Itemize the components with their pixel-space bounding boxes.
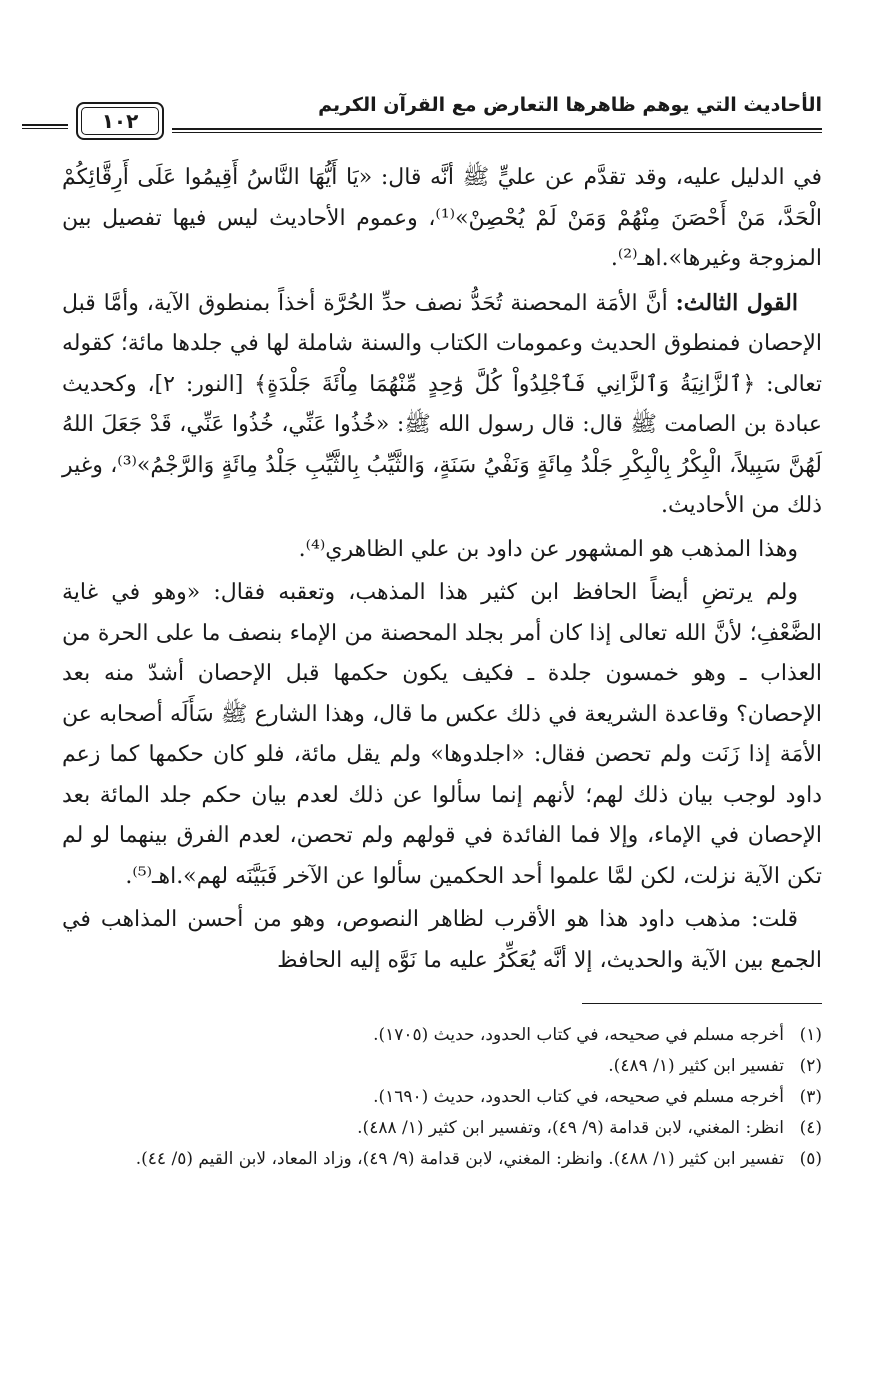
- footnote-separator: [582, 1003, 822, 1004]
- paragraph-5: قلت: مذهب داود هذا هو الأقرب لظاهر النصوص، وهو من أحسن المذاهب في الجمع بين الآية والحديث، إلا أنَّه يُعَكِّرُ عليه ما نَوَّه إليه الحافظ: [62, 907, 822, 973]
- book-page: [62, 88, 822, 1175]
- header-rule: [172, 128, 822, 133]
- paragraph-4: ولم يرتضِ أيضاً الحافظ ابن كثير هذا المذهب، وتعقبه فقال: «وهو في غاية الضَّعْفِ؛ لأنَّ الله تعالى إذا كان أمر بجلد المحصنة من الإماء بنصف ما على الحرة من العذاب ـ وهو خمسون جلدة ـ فكيف يكون حكمها قبل الإحصان أشدّ منه بعد الإحصان؟ وقاعدة الشريعة في ذلك عكس ما قال، وهذا الشارع ﷺ سَأَلَه أصحابه عن الأمَة إذا زَنَت ولم تحصن فقال: «اجلدوها» ولم يقل مائة، فلو كان حكمها كما زعم داود لوجب بيان ذلك لهم؛ لأنهم إنما سألوا عن ذلك لعدم بيان حكم جلد المائة بعد الإحصان في الإماء، وإلا فما الفائدة في قولهم ولم تحصن، لعدم الفرق بينهما لو لم تكن الآية نزلت، لكن لمَّا علموا أحد الحكمين سألوا عن الآخر فَبَيَّنَه لهم».اهـ⁽⁵⁾.: [62, 580, 822, 889]
- footnote-3: [62, 1082, 822, 1113]
- paragraph-2-text: أنَّ الأمَة المحصنة تُحَدُّ نصف حدِّ الحُرَّة أخذاً بمنطوق الآية، وأمَّا قبل الإحصان فمنطوق الحديث وعمومات الكتاب والسنة شاملة لها في جلدها مائة؛ كقوله تعالى: ﴿ٱلزَّانِيَةُ وَٱلزَّانِي فَٱجْلِدُواْ كُلَّ وَٰحِدٍ مِّنْهُمَا مِاْئَةَ جَلْدَةٍ﴾ [النور: ٢]، وكحديث عبادة بن الصامت ﷺ قال: قال رسول الله ﷺ: «خُذُوا عَنِّي، خُذُوا عَنِّي، قَدْ جَعَلَ اللهُ لَهُنَّ سَبِيلاً، الْبِكْرُ بِالْبِكْرِ جَلْدُ مِائَةٍ وَنَفْيُ سَنَةٍ، وَالثَّيِّبُ بِالثَّيِّبِ جَلْدُ مِائَةٍ وَالرَّجْمُ»⁽³⁾، وغير ذلك من الأحاديث.: [62, 290, 823, 518]
- page-number: ١٠٢: [101, 109, 139, 133]
- footnote-4: [62, 1113, 822, 1144]
- footnote-text: تفسير ابن كثير (١/ ٤٨٩).: [608, 1056, 784, 1076]
- header-title: الأحاديث التي يوهم ظاهرها التعارض مع القرآن الكريم: [318, 94, 822, 116]
- footnote-number: (٢): [799, 1056, 822, 1076]
- paragraph-3: وهذا المذهب هو المشهور عن داود بن علي الظاهري⁽⁴⁾.: [298, 536, 798, 562]
- footnote-text: أخرجه مسلم في صحيحه، في كتاب الحدود، حديث (١٦٩٠).: [373, 1087, 784, 1107]
- running-header: [62, 88, 822, 146]
- footnote-number: (١): [799, 1025, 822, 1045]
- footnote-number: (٣): [799, 1087, 822, 1107]
- paragraph-1: في الدليل عليه، وقد تقدَّم عن عليٍّ ﷺ أنَّه قال: «يَا أَيُّهَا النَّاسُ أَقِيمُوا عَلَى أَرِقَّائِكُمْ الْحَدَّ، مَنْ أَحْصَنَ مِنْهُمْ وَمَنْ لَمْ يُحْصِنْ»⁽¹⁾، وعموم الأحاديث ليس فيها تفصيل بين المزوجة وغيرها».اهـ⁽²⁾.: [62, 165, 822, 271]
- footnote-text: انظر: المغني، لابن قدامة (٩/ ٤٩)، وتفسير ابن كثير (١/ ٤٨٨).: [357, 1118, 784, 1138]
- footnote-text: أخرجه مسلم في صحيحه، في كتاب الحدود، حديث (١٧٠٥).: [373, 1025, 784, 1045]
- footnote-2: [62, 1051, 822, 1082]
- footnote-text: تفسير ابن كثير (١/ ٤٨٨). وانظر: المغني، لابن قدامة (٩/ ٤٩)، وزاد المعاد، لابن القيم (٥/ ٤٤).: [135, 1149, 784, 1169]
- main-text: [62, 158, 822, 981]
- paragraph-2: [62, 283, 822, 527]
- footnote-number: (٥): [799, 1149, 822, 1169]
- footnote-1: [62, 1020, 822, 1051]
- header-dash: [22, 124, 68, 129]
- footnote-number: (٤): [799, 1118, 822, 1138]
- page-number-frame: [76, 102, 164, 140]
- paragraph-2-lead: القول الثالث:: [675, 289, 798, 316]
- footnote-5: [62, 1144, 822, 1175]
- footnotes: [62, 1020, 822, 1175]
